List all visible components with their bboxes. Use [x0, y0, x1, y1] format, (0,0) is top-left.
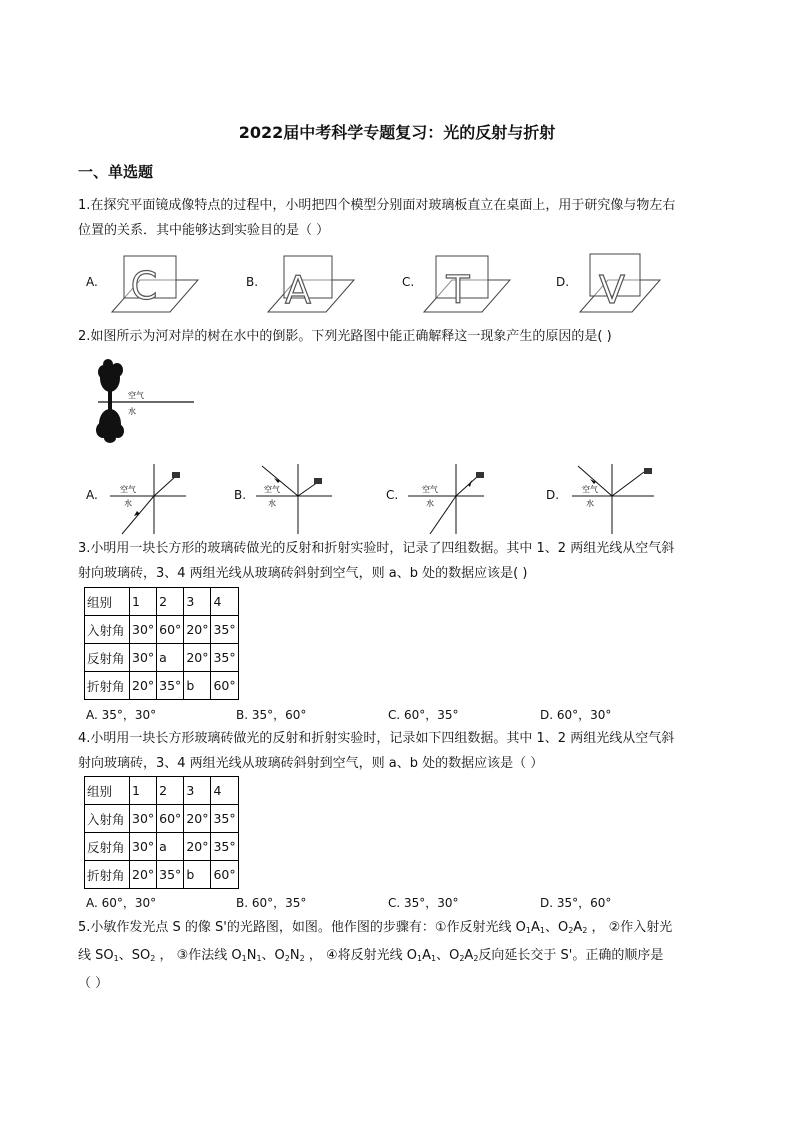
question-1-line-2: 位置的关系．其中能够达到实验目的是（ ）	[78, 223, 330, 238]
svg-text:空气: 空气	[264, 485, 280, 494]
q3-option-c[interactable]: C. 60°，35°	[388, 708, 459, 722]
table-cell: 20°	[130, 861, 157, 889]
table-cell: 60°	[157, 805, 184, 833]
table-row	[85, 861, 239, 889]
table-cell: 30°	[130, 805, 157, 833]
svg-text:水: 水	[586, 499, 594, 508]
question-4	[78, 726, 718, 776]
table-cell: 4	[211, 588, 238, 616]
q3-option-a[interactable]: A. 35°，30°	[86, 708, 157, 722]
q2-option-b-label[interactable]: B.	[234, 488, 247, 502]
question-3-line-1: 3.小明用一块长方形的玻璃砖做光的反射和折射实验时，记录了四组数据。其中 1、2 两组光线从空气斜	[78, 541, 675, 556]
table-cell: 1	[130, 588, 157, 616]
table-row	[85, 833, 239, 861]
q2-option-c-label[interactable]: C.	[386, 488, 399, 502]
table-cell: 2	[157, 588, 184, 616]
question-3	[78, 536, 718, 586]
q2-option-b-figure[interactable]	[252, 460, 336, 536]
q1-option-a-label[interactable]: A.	[86, 275, 98, 289]
question-5-line-2: 线 $SO_1$、$SO_2$ ， ③作法线 $O_1N_1$、$O_2N_2$ ， ④将反射光线 $O_1A_1$、$O_2A_2$反向延长交于 S'。正确的顺序是	[78, 948, 664, 963]
page-title: 2022届中考科学专题复习：光的反射与折射	[238, 123, 556, 142]
table-cell: b	[184, 861, 211, 889]
table-cell: 20°	[130, 672, 157, 700]
q2-option-a-label[interactable]: A.	[86, 488, 98, 502]
q1-option-d-model: V	[599, 268, 625, 312]
table-cell: 3	[184, 588, 211, 616]
question-2-line-1: 2.如图所示为河对岸的树在水中的倒影。下列光路图中能正确解释这一现象产生的原因的是( )	[78, 329, 612, 344]
q2-option-c-figure[interactable]	[402, 460, 486, 536]
table-row	[85, 588, 239, 616]
q2-air-label: 空气	[128, 391, 144, 400]
q1-option-d-figure[interactable]	[574, 252, 674, 314]
table-cell: 35°	[211, 644, 238, 672]
table-cell: a	[157, 833, 184, 861]
q1-option-a-model: C	[130, 264, 158, 308]
table-row	[85, 672, 239, 700]
table-cell: 20°	[184, 616, 211, 644]
section-heading: 一、单选题	[78, 163, 154, 181]
table-cell: 30°	[130, 616, 157, 644]
question-4-options	[0, 894, 794, 910]
table-cell: 组别	[85, 777, 130, 805]
q1-option-b-model: A	[285, 268, 311, 312]
q4-option-a[interactable]: A. 60°，30°	[86, 896, 157, 910]
question-5-line-3: （ ）	[78, 976, 109, 991]
q2-tree-reflection-figure	[84, 358, 194, 444]
svg-text:空气: 空气	[120, 485, 136, 494]
q1-option-b-figure[interactable]	[262, 252, 362, 314]
table-row	[85, 805, 239, 833]
table-cell: 30°	[130, 644, 157, 672]
question-4-line-1: 4.小明用一块长方形玻璃砖做光的反射和折射实验时，记录如下四组数据。其中 1、2 两组光线从空气斜	[78, 731, 675, 746]
svg-text:空气: 空气	[422, 485, 438, 494]
table-cell: 60°	[211, 672, 238, 700]
table-cell: 35°	[157, 861, 184, 889]
table-row	[85, 616, 239, 644]
q3-option-b[interactable]: B. 35°，60°	[236, 708, 307, 722]
table-cell: 组别	[85, 588, 130, 616]
q3-data-table	[84, 587, 239, 700]
table-cell: 2	[157, 777, 184, 805]
question-4-line-2: 射向玻璃砖，3、4 两组光线从玻璃砖斜射到空气，则 a、b 处的数据应该是（ ）	[78, 756, 544, 771]
table-cell: 反射角	[85, 833, 130, 861]
table-cell: 35°	[157, 672, 184, 700]
table-cell: 35°	[211, 616, 238, 644]
question-1	[78, 193, 718, 243]
q1-option-c-model: T	[446, 268, 470, 312]
svg-text:水: 水	[426, 499, 434, 508]
table-cell: 60°	[211, 861, 238, 889]
q1-option-a-figure[interactable]	[102, 252, 202, 314]
table-row	[85, 644, 239, 672]
q1-option-b-label[interactable]: B.	[246, 275, 259, 289]
table-cell: 3	[184, 777, 211, 805]
q4-data-table	[84, 776, 239, 889]
table-cell: b	[184, 672, 211, 700]
table-cell: 35°	[211, 805, 238, 833]
question-2	[78, 324, 718, 349]
table-cell: 4	[211, 777, 238, 805]
table-cell: 入射角	[85, 805, 130, 833]
svg-text:空气: 空气	[582, 485, 598, 494]
table-cell: 入射角	[85, 616, 130, 644]
table-cell: 30°	[130, 833, 157, 861]
svg-text:水: 水	[124, 499, 132, 508]
q3-option-d[interactable]: D. 60°，30°	[540, 708, 612, 722]
table-cell: 折射角	[85, 672, 130, 700]
q4-option-b[interactable]: B. 60°，35°	[236, 896, 307, 910]
table-cell: 1	[130, 777, 157, 805]
question-5	[78, 915, 718, 996]
q1-option-c-label[interactable]: C.	[402, 275, 415, 289]
table-cell: 20°	[184, 833, 211, 861]
q1-option-c-figure[interactable]	[418, 252, 518, 314]
question-1-options	[0, 252, 794, 316]
table-row	[85, 777, 239, 805]
q2-option-d-figure[interactable]	[566, 460, 656, 536]
table-cell: 60°	[157, 616, 184, 644]
q1-option-d-label[interactable]: D.	[556, 275, 570, 289]
table-cell: 折射角	[85, 861, 130, 889]
table-cell: 反射角	[85, 644, 130, 672]
table-cell: 20°	[184, 805, 211, 833]
q2-option-a-figure[interactable]	[104, 460, 188, 536]
table-cell: 20°	[184, 644, 211, 672]
q4-option-d[interactable]: D. 35°，60°	[540, 896, 612, 910]
q4-option-c[interactable]: C. 35°，30°	[388, 896, 459, 910]
table-cell: 35°	[211, 833, 238, 861]
question-2-options	[0, 460, 794, 536]
q2-option-d-label[interactable]: D.	[546, 488, 560, 502]
question-3-options	[0, 706, 794, 722]
svg-text:水: 水	[268, 499, 276, 508]
q2-water-label: 水	[128, 407, 136, 416]
question-5-line-1: 5.小敏作发光点 S 的像 S'的光路图，如图。他作图的步骤有：①作反射光线 $O_1A_1$、$O_2A_2$ ， ②作入射光	[78, 920, 673, 935]
question-3-line-2: 射向玻璃砖，3、4 两组光线从玻璃砖斜射到空气，则 a、b 处的数据应该是( )	[78, 566, 528, 581]
table-cell: a	[157, 644, 184, 672]
question-1-line-1: 1.在探究平面镜成像特点的过程中，小明把四个模型分别面对玻璃板直立在桌面上，用于研究像与物左右	[78, 198, 676, 213]
